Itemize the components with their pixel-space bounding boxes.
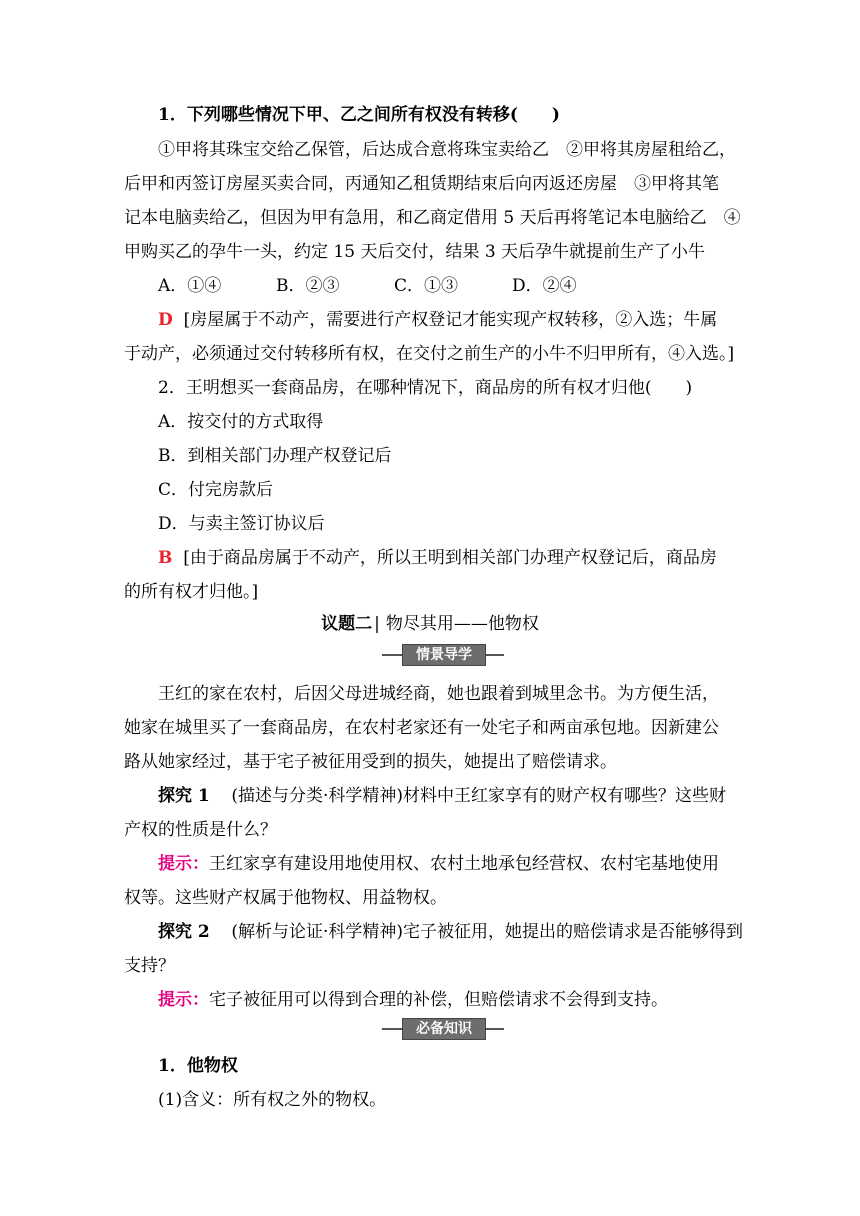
answer-explanation: [由于商品房属于不动产，所以王明到相关部门办理产权登记后，商品房: [183, 548, 717, 568]
hint-text: 权等。这些财产权属于他物权、用益物权。: [124, 888, 447, 908]
question-1-options: [158, 274, 577, 298]
hint-label: 提示：: [158, 854, 209, 874]
explore-text: 支持？: [124, 956, 175, 976]
option-b: B．②③: [276, 276, 340, 296]
option-d: D．②④: [512, 276, 577, 296]
hint-2: [158, 988, 668, 1012]
section-label: 议题二: [321, 614, 373, 634]
explore-text: (解析与论证·科学精神)宅子被征用，她提出的赔偿请求是否能够得到: [231, 922, 744, 942]
question-1-body-line: ①甲将其珠宝交给乙保管，后达成合意将珠宝卖给乙 ②甲将其房屋租给乙，: [158, 140, 736, 160]
option-a: A．按交付的方式取得: [158, 412, 324, 432]
question-1-stem: 1．下列哪些情况下甲、乙之间所有权没有转移( ): [158, 105, 560, 125]
hint-1: [158, 852, 719, 876]
option-c: C．①③: [394, 276, 459, 296]
question-1-body-line: 记本电脑卖给乙，但因为甲有急用，和乙商定借用 5 天后再将笔记本电脑给乙 ④: [124, 208, 741, 228]
banner-label: 必备知识: [402, 1018, 486, 1040]
banner-label: 情景导学: [402, 644, 486, 666]
option-c: C．付完房款后: [158, 480, 274, 500]
explore-2: [158, 920, 743, 944]
option-b: B．到相关部门办理产权登记后: [158, 446, 392, 466]
explore-1: [158, 784, 726, 808]
scenario-text: 她家在城里买了一套商品房，在农村老家还有一处宅子和两亩承包地。因新建公: [124, 718, 719, 738]
knowledge-heading: 1．他物权: [158, 1056, 238, 1076]
explore-text: (描述与分类·科学精神)材料中王红家享有的财产权有哪些？这些财: [231, 786, 727, 806]
scenario-text: 路从她家经过，基于宅子被征用受到的损失，她提出了赔偿请求。: [124, 752, 617, 772]
section-heading: 物尽其用——他物权: [385, 614, 539, 634]
section-separator: |: [374, 614, 380, 634]
option-a: A．①④: [158, 276, 222, 296]
explore-text: 产权的性质是什么？: [124, 820, 277, 840]
explore-label: 探究 2: [158, 922, 210, 942]
answer-explanation: [房屋属于不动产，需要进行产权登记才能实现产权转移，②入选；牛属: [183, 310, 718, 330]
question-2-answer-line: [158, 546, 717, 570]
question-1-body-line: 后甲和丙签订房屋买卖合同，丙通知乙租赁期结束后向丙返还房屋 ③甲将其笔: [124, 174, 719, 194]
scenario-banner: [382, 644, 504, 666]
option-d: D．与卖主签订协议后: [158, 514, 325, 534]
explore-label: 探究 1: [158, 786, 210, 806]
question-1-body-line: 甲购买乙的孕牛一头，约定 15 天后交付，结果 3 天后孕牛就提前生产了小牛: [124, 242, 706, 262]
answer-explanation: 的所有权才归他。]: [124, 582, 259, 602]
question-2-stem: 2．王明想买一套商品房，在哪种情况下，商品房的所有权才归他( ): [158, 378, 693, 398]
section-title: [0, 612, 860, 636]
knowledge-item: (1)含义：所有权之外的物权。: [158, 1090, 387, 1110]
knowledge-banner: [382, 1018, 504, 1040]
answer-letter: B: [158, 548, 173, 568]
answer-explanation: 于动产，必须通过交付转移所有权，在交付之前生产的小牛不归甲所有，④入选。]: [124, 344, 735, 364]
hint-text: 宅子被征用可以得到合理的补偿，但赔偿请求不会得到支持。: [209, 990, 668, 1010]
answer-letter: D: [158, 310, 173, 330]
question-1-answer-line: [158, 308, 717, 332]
scenario-text: 王红的家在农村，后因父母进城经商，她也跟着到城里念书。为方便生活，: [158, 684, 719, 704]
hint-label: 提示：: [158, 990, 209, 1010]
hint-text: 王红家享有建设用地使用权、农村土地承包经营权、农村宅基地使用: [209, 854, 719, 874]
